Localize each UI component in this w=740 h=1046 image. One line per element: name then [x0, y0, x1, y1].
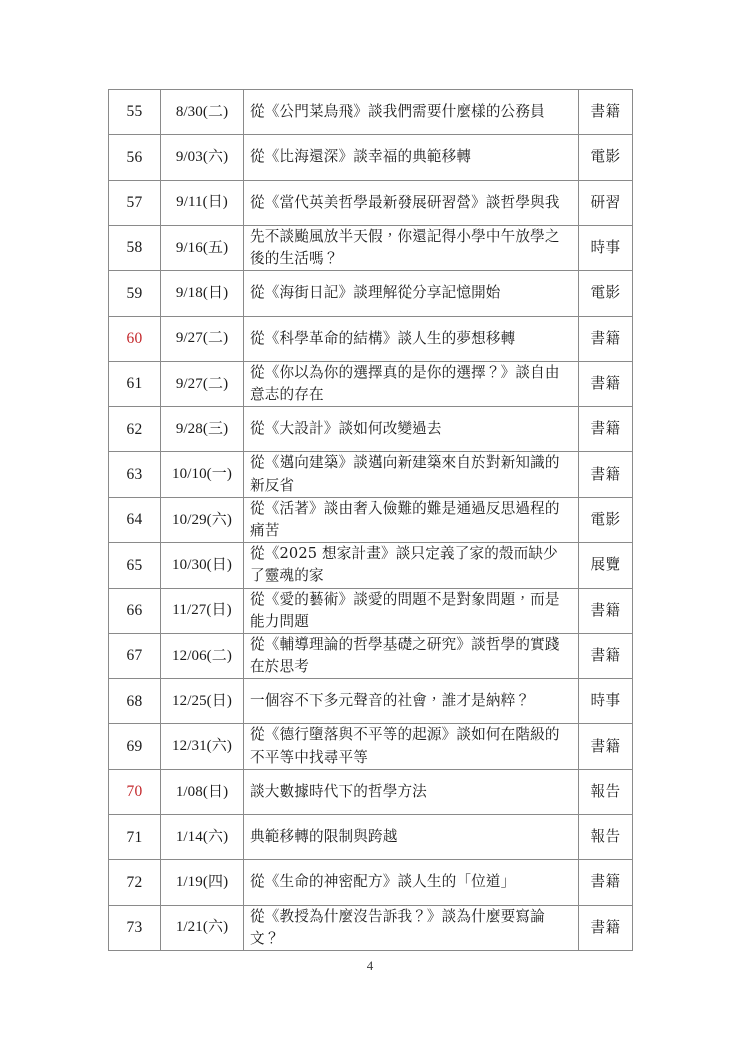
row-date-cell: 10/30(日) — [161, 543, 244, 588]
row-date-cell: 1/19(四) — [161, 860, 244, 905]
row-topic-cell: 先不談颱風放半天假，你還記得小學中午放學之後的生活嗎？ — [244, 225, 579, 270]
row-topic-cell: 從《活著》談由奢入儉難的難是通過反思過程的痛苦 — [244, 497, 579, 542]
row-number-cell: 65 — [109, 543, 161, 588]
row-category-cell: 書籍 — [579, 452, 633, 497]
row-number-cell: 68 — [109, 679, 161, 724]
table-row — [109, 633, 633, 678]
row-category-cell: 電影 — [579, 271, 633, 316]
row-topic-cell: 典範移轉的限制與跨越 — [244, 815, 579, 860]
row-category-cell: 時事 — [579, 679, 633, 724]
row-topic-cell: 從《你以為你的選擇真的是你的選擇？》談自由意志的存在 — [244, 361, 579, 406]
row-number-cell: 69 — [109, 724, 161, 769]
row-date-cell: 9/16(五) — [161, 225, 244, 270]
row-date-cell: 1/08(日) — [161, 769, 244, 814]
row-date-cell: 9/03(六) — [161, 135, 244, 180]
table-row — [109, 679, 633, 724]
row-category-cell: 書籍 — [579, 724, 633, 769]
row-date-cell: 10/10(一) — [161, 452, 244, 497]
table-row — [109, 271, 633, 316]
table-row — [109, 724, 633, 769]
page-number: 4 — [366, 958, 374, 973]
table-row — [109, 361, 633, 406]
row-number-cell: 61 — [109, 361, 161, 406]
table-row — [109, 543, 633, 588]
row-number-cell: 58 — [109, 225, 161, 270]
table-row — [109, 769, 633, 814]
row-topic-cell: 從《邁向建築》談邁向新建築來自於對新知識的新反省 — [244, 452, 579, 497]
table-row — [109, 497, 633, 542]
row-number-cell: 59 — [109, 271, 161, 316]
row-number-cell: 55 — [109, 90, 161, 135]
table-row — [109, 815, 633, 860]
row-category-cell: 書籍 — [579, 860, 633, 905]
table-row — [109, 90, 633, 135]
row-number-cell: 66 — [109, 588, 161, 633]
row-number-cell: 71 — [109, 815, 161, 860]
row-topic-cell: 從《教授為什麼沒告訴我？》談為什麼要寫論文？ — [244, 905, 579, 950]
row-category-cell: 書籍 — [579, 588, 633, 633]
row-number-cell: 60 — [109, 316, 161, 361]
row-topic-cell: 從《科學革命的結構》談人生的夢想移轉 — [244, 316, 579, 361]
row-category-cell: 電影 — [579, 135, 633, 180]
row-topic-cell: 從《海街日記》談理解從分享記憶開始 — [244, 271, 579, 316]
row-category-cell: 研習 — [579, 180, 633, 225]
row-topic-cell: 從《大設計》談如何改變過去 — [244, 407, 579, 452]
row-date-cell: 11/27(日) — [161, 588, 244, 633]
row-date-cell: 9/18(日) — [161, 271, 244, 316]
schedule-table-body — [109, 90, 633, 951]
row-number-cell: 70 — [109, 769, 161, 814]
row-date-cell: 9/27(二) — [161, 316, 244, 361]
row-topic-cell: 從《當代英美哲學最新發展研習營》談哲學與我 — [244, 180, 579, 225]
table-row — [109, 225, 633, 270]
row-date-cell: 12/06(二) — [161, 633, 244, 678]
table-row — [109, 588, 633, 633]
row-number-cell: 56 — [109, 135, 161, 180]
row-number-cell: 62 — [109, 407, 161, 452]
row-category-cell: 書籍 — [579, 361, 633, 406]
row-topic-cell: 一個容不下多元聲音的社會，誰才是納粹？ — [244, 679, 579, 724]
row-topic-cell: 從《德行墮落與不平等的起源》談如何在階級的不平等中找尋平等 — [244, 724, 579, 769]
row-number-cell: 63 — [109, 452, 161, 497]
row-topic-cell: 從《生命的神密配方》談人生的「位道」 — [244, 860, 579, 905]
row-topic-cell: 從《2025 想家計畫》談只定義了家的殼而缺少了靈魂的家 — [244, 543, 579, 588]
table-row — [109, 452, 633, 497]
row-number-cell: 67 — [109, 633, 161, 678]
row-category-cell: 書籍 — [579, 90, 633, 135]
row-topic-cell: 從《公門菜鳥飛》談我們需要什麼樣的公務員 — [244, 90, 579, 135]
row-category-cell: 報告 — [579, 769, 633, 814]
row-number-cell: 64 — [109, 497, 161, 542]
row-category-cell: 報告 — [579, 815, 633, 860]
row-topic-cell: 談大數據時代下的哲學方法 — [244, 769, 579, 814]
row-topic-cell: 從《輔導理論的哲學基礎之研究》談哲學的實踐在於思考 — [244, 633, 579, 678]
schedule-table — [108, 89, 633, 951]
row-category-cell: 書籍 — [579, 407, 633, 452]
row-category-cell: 電影 — [579, 497, 633, 542]
row-number-cell: 73 — [109, 905, 161, 950]
row-date-cell: 12/25(日) — [161, 679, 244, 724]
table-row — [109, 860, 633, 905]
row-category-cell: 展覽 — [579, 543, 633, 588]
row-number-cell: 72 — [109, 860, 161, 905]
row-category-cell: 時事 — [579, 225, 633, 270]
table-row — [109, 407, 633, 452]
row-date-cell: 9/28(三) — [161, 407, 244, 452]
row-topic-cell: 從《愛的藝術》談愛的問題不是對象問題，而是能力問題 — [244, 588, 579, 633]
row-date-cell: 10/29(六) — [161, 497, 244, 542]
row-date-cell: 9/11(日) — [161, 180, 244, 225]
row-date-cell: 1/21(六) — [161, 905, 244, 950]
table-row — [109, 316, 633, 361]
table-row — [109, 905, 633, 950]
row-category-cell: 書籍 — [579, 633, 633, 678]
table-row — [109, 180, 633, 225]
row-category-cell: 書籍 — [579, 905, 633, 950]
row-category-cell: 書籍 — [579, 316, 633, 361]
row-topic-cell: 從《比海還深》談幸福的典範移轉 — [244, 135, 579, 180]
row-date-cell: 8/30(二) — [161, 90, 244, 135]
row-date-cell: 1/14(六) — [161, 815, 244, 860]
row-date-cell: 9/27(二) — [161, 361, 244, 406]
row-number-cell: 57 — [109, 180, 161, 225]
row-date-cell: 12/31(六) — [161, 724, 244, 769]
table-row — [109, 135, 633, 180]
